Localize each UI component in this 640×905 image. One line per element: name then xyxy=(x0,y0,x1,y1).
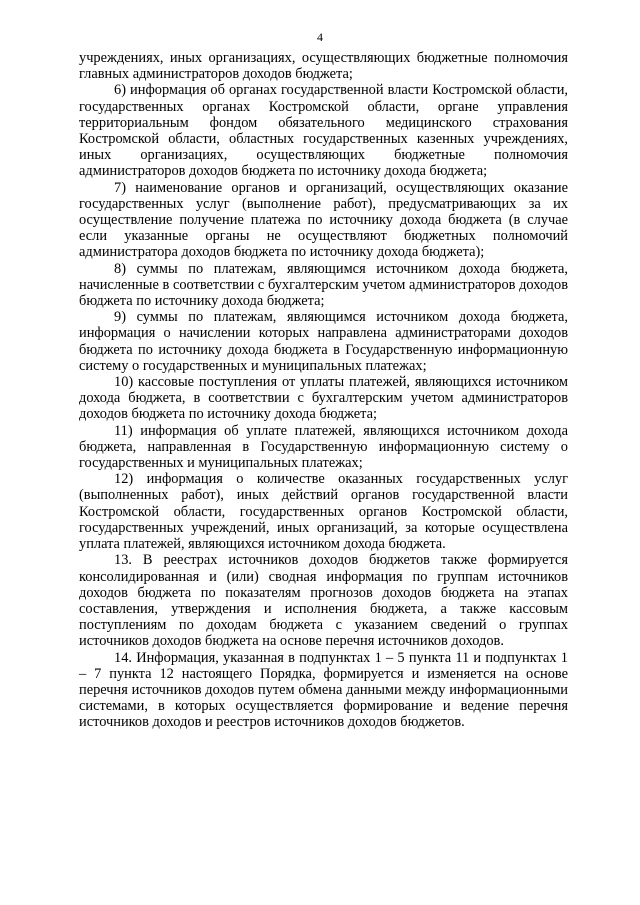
paragraph-section-13: 13. В реестрах источников доходов бюджетов также формируется консолидированная и (или) сводная информация по группам источников доходов бюджета по показателям прогнозов доходов бюджета на этапах составления, утверждения и исполнения бюджета, а также кассовым поступлениям по доходам бюджета с указанием сведений о группах источников доходов бюджета на основе перечня источников доходов. xyxy=(79,552,568,650)
paragraph-item-11: 11) информация об уплате платежей, являющихся источником дохода бюджета, направленная в Государственную информационную систему о государственных и муниципальных платежах; xyxy=(79,422,568,472)
paragraph-item-8: 8) суммы по платежам, являющимся источником дохода бюджета, начисленные в соответствии с бухгалтерским учетом администраторов доходов бюджета по источнику дохода бюджета; xyxy=(79,260,568,310)
paragraph-item-6: 6) информация об органах государственной власти Костромской области, государственных органах Костромской области, органе управления территориальным фондом обязательного медицинского страхования Костромской области, областных государственных казенных учреждениях, иных организациях, осуществляющих бюджетные полномочия администраторов доходов бюджета по источнику дохода бюджета; xyxy=(79,82,568,180)
paragraph-item-10: 10) кассовые поступления от уплаты платежей, являющихся источником дохода бюджета, в соответствии с бухгалтерским учетом администраторов доходов бюджета по источнику дохода бюджета; xyxy=(79,374,568,423)
paragraph-section-14: 14. Информация, указанная в подпунктах 1 – 5 пункта 11 и подпунктах 1 – 7 пункта 12 настоящего Порядка, формируется и изменяется на основе перечня источников доходов путем обмена данными между информационными системами, в которых осуществляется формирование и ведение перечня источников доходов и реестров источников доходов бюджетов. xyxy=(79,649,568,731)
paragraph-item-12: 12) информация о количестве оказанных государственных услуг (выполненных работ), иных действий органов государственной власти Костромской области, государственных органов Костромской области, государственных учреждений, иных организаций, за которые осуществлена уплата платежей, являющихся источником дохода бюджета. xyxy=(79,471,568,553)
page-number: 4 xyxy=(317,30,323,44)
paragraph-item-7: 7) наименование органов и организаций, осуществляющих оказание государственных услуг (выполнение работ), предусматривающих за их осуществление получение платежа по источнику дохода бюджета (в случае если указанные органы не осуществляют бюджетных полномочий администратора доходов бюджета по источнику дохода бюджета); xyxy=(79,179,568,261)
paragraph-item-9: 9) суммы по платежам, являющимся источником дохода бюджета, информация о начислении которых направлена администраторами доходов бюджета по источнику дохода бюджета в Государственную информационную систему о государственных и муниципальных платежах; xyxy=(79,309,568,374)
document-body xyxy=(79,50,568,731)
paragraph-continuation: учреждениях, иных организациях, осуществляющих бюджетные полномочия главных администраторов доходов бюджета; xyxy=(79,50,568,83)
